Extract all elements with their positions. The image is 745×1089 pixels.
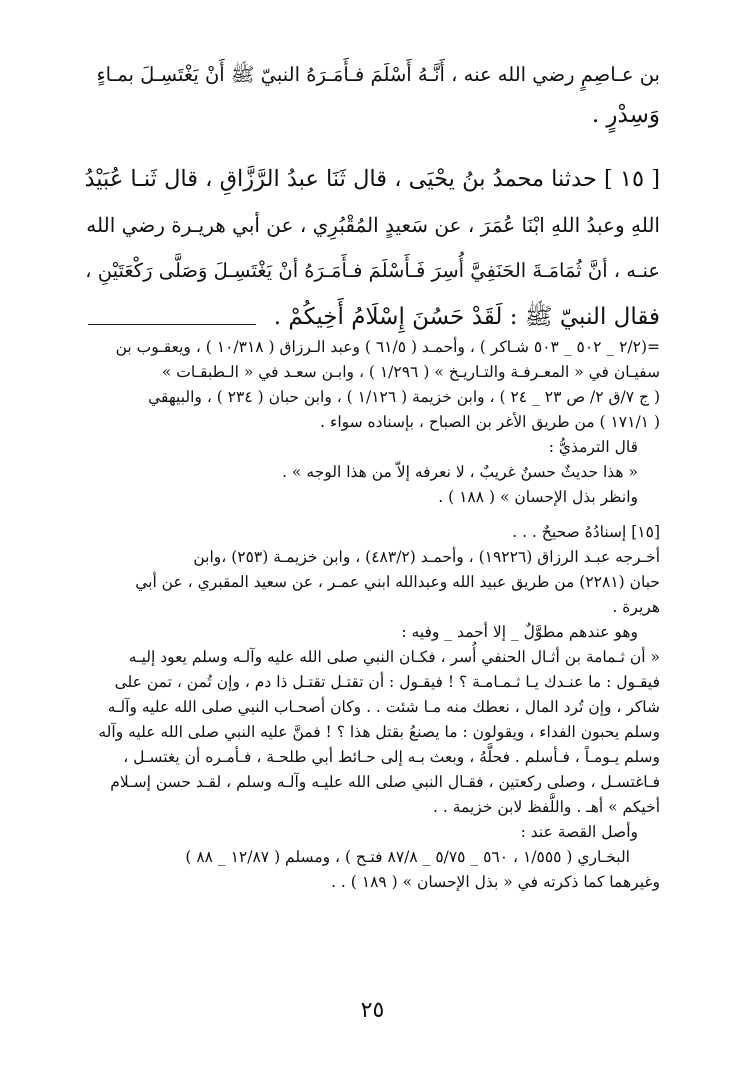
- main-line: وَسِدْرٍ .: [591, 102, 660, 128]
- footnote-quote: « أن ثـمامة بن أثـال الحنفي أُسر ، فكـان النبي صلى الله عليه وآلـه وسلم يعود إليـه: [128, 648, 660, 666]
- footnote-line: قال الترمذيُّ :: [548, 438, 638, 456]
- footnote-line: حبان (٢٢٨١) من طريق عبيد الله وعبدالله ابني عمـر ، عن سعيد المقبري ، عن أبي: [135, 573, 660, 591]
- footnote-line: البخـاري ( ١/٥٥٥ ، ٥٦٠ _ ٥/٧٥ _ ٨٧/٨ فتـح ) ، ومسلم ( ١٢/٨٧ _ ٨٨ ): [185, 848, 630, 866]
- footnote-line: وانظر بذل الإحسان » ( ١٨٨ ) .: [438, 488, 638, 506]
- footnote-line: ( ج ٧/ق ٢/ ص ٢٣ _ ٢٤ ) ، وابن خزيمة ( ١/١٢٦ ) ، وابن حبان ( ٢٣٤ ) ، والبيهقي: [148, 388, 660, 406]
- footnote-line: =(٢/٢ _ ٥٠٢ _ ٥٠٣ شـاكر ) ، وأحمـد ( ٦١/٥ ) وعبد الـرزاق ( ١٠/٣١٨ ) ، ويعقـوب بن: [115, 338, 660, 356]
- main-line: فقال النبيّ ﷺ : لَقَدْ حَسُنَ إِسْلَامُ أَخِيكُمْ .: [273, 304, 660, 330]
- footnotes-block: [82, 335, 660, 895]
- footnote-line: وأصل القصة عند :: [520, 823, 638, 841]
- main-line: عنـه ، أنَّ ثُمَامَـةَ الحَنَفِيَّ أُسِرَ فَـأَسْلَمَ فـأَمَـرَهُ أنْ يَغْتَسِـلَ وَصَلَّى رَكْعَتَيْنِ ،: [85, 259, 660, 282]
- footnote-line: أخـرجه عبـد الرزاق (١٩٢٢٦) ، وأحمـد (٤٨٣/٢) ، وابن خزيمـة (٢٥٣) ،وابن: [193, 548, 660, 566]
- footnote-line: هريرة .: [612, 598, 660, 616]
- main-text-block: [85, 52, 660, 340]
- main-line: بن عـاصِمٍ رضي الله عنه ، أَنَّـهُ أَسْلَمَ فـأَمَـرَهُ النبيّ ﷺ أَنْ يَغْتَسِـلَ بمـاءٍ: [96, 63, 660, 86]
- footnote-quote: أخيكم » أهـ . واللَّفظ لابن خزيمة . .: [432, 798, 660, 816]
- footnote-line: سفيـان في « المعـرفـة والتـاريـخ » ( ١/٢٩٦ ) ، وابـن سعـد في « الـطبقـات »: [161, 363, 660, 381]
- footnote-quote: شاكر ، وإن تُرد المال ، نعطك منه مـا شئت . . وكان أصحـاب النبي صلى الله عليه وآلـه: [107, 698, 660, 716]
- footnote-quote: فـاغتسـل ، وصلى ركعتين ، فقـال النبي صلى الله عليـه وآلـه وسلم ، لقـد حسن إسـلام: [110, 773, 660, 791]
- footnote-line: وهو عندهم مطوَّلٌ _ إلا أحمد _ وفيه :: [401, 623, 638, 641]
- footnote-quote: « هذا حديثٌ حسنٌ غريبٌ ، لا نعرفه إلاّ من هذا الوجه » .: [282, 463, 638, 481]
- footnote-quote: وسلم يـومـاً ، فـأسلم . فحلَّهُ ، وبعث بـه إلى حـائط أبي طلحـة ، فـأمـره أن يغتسـل ،: [123, 748, 660, 766]
- footnote-separator: [88, 324, 256, 325]
- page-number: ٢٥: [360, 998, 385, 1023]
- footnote-quote: وسلم يحبون الفداء ، ويقولون : ما يصنعُ بقتل هذا ؟ ! فمنَّ عليه النبي صلى الله عليه وآله: [98, 723, 660, 741]
- hadith-15-line: [ ١٥ ] حدثنا محمدُ بنُ يحْيَى ، قال ثَنَا عبدُ الرَّزَّاقِ ، قال ثَنـا عُبَيْدُ: [84, 166, 660, 192]
- footnote-quote: فيقـول : ما عنـدك يـا ثـمـامـة ؟ ! فيقـول : أن تقتـل تقتـل ذا دم ، وإن تُمن ، تمن على: [114, 673, 660, 691]
- footnote-heading-15: [١٥] إسنادُهُ صحيحٌ . . .: [512, 523, 660, 541]
- footnote-line: ( ١٧١/١ ) من طريق الأغر بن الصباح ، بإسناده سواء .: [320, 413, 660, 431]
- main-line: اللهِ وعبدُ اللهِ ابْنَا عُمَرَ ، عن سَعيدٍ المُقْبُرِي ، عن أبي هريـرة رضي الله: [86, 213, 660, 237]
- footnote-line: وغيرهما كما ذكرته في « بذل الإحسان » ( ١٨٩ ) . .: [331, 873, 660, 891]
